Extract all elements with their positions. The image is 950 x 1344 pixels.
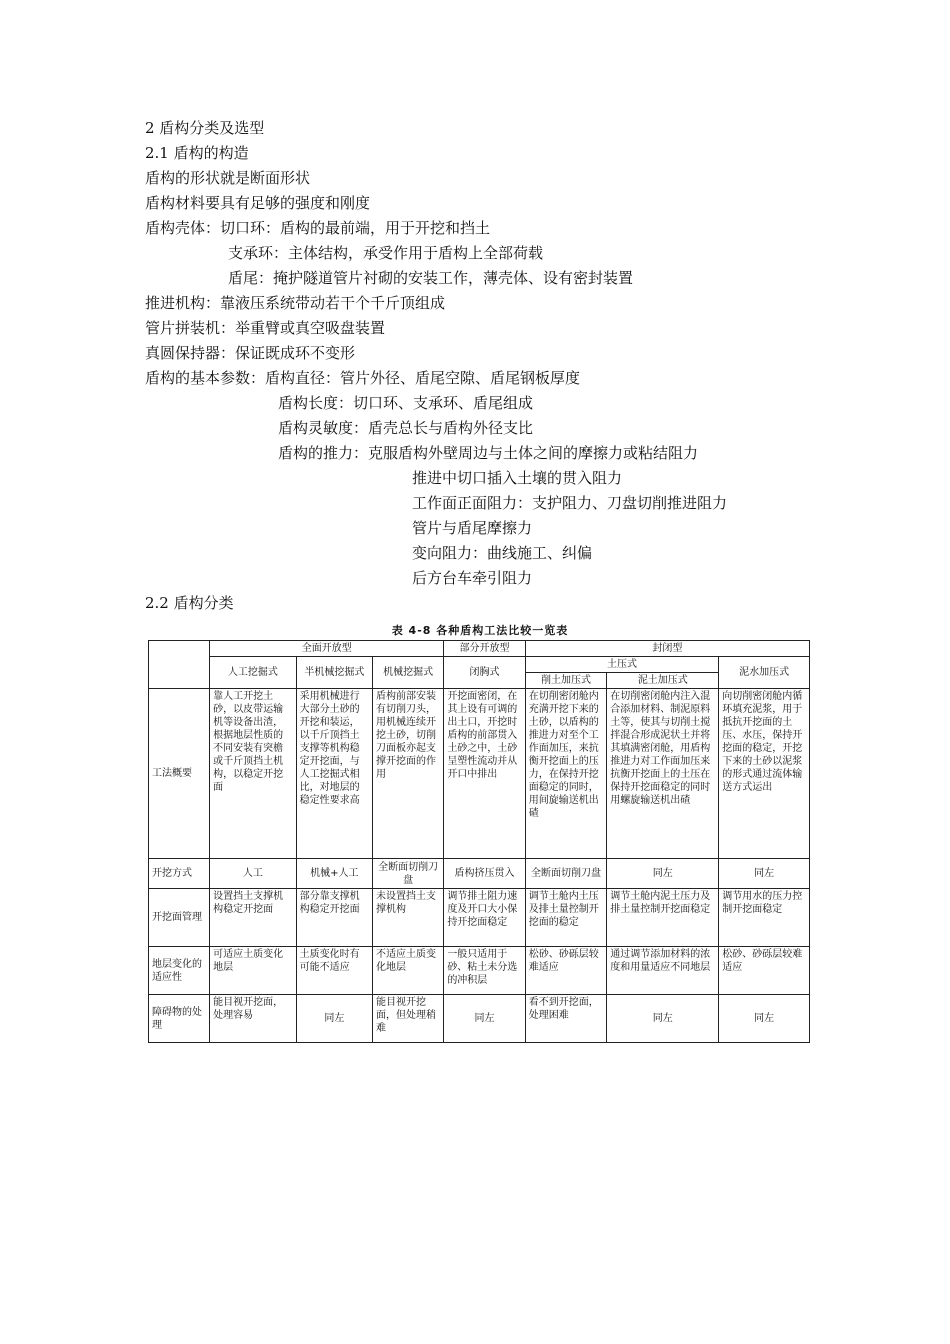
table-caption: 表 4-8 各种盾构工法比较一览表 (391, 624, 569, 637)
text-line: 支承环：主体结构，承受作用于盾构上全部荷载 (228, 244, 544, 262)
group-header: 土压式 (525, 657, 718, 673)
group-header: 全面开放型 (210, 641, 444, 657)
subsection-heading: 2.2 盾构分类 (145, 594, 234, 612)
table-cell: 能目视开挖面，处理容易 (210, 995, 297, 1043)
text-line: 盾构长度：切口环、支承环、盾尾组成 (278, 394, 534, 412)
table-cell: 开挖面密闭，在其上设有可调的出土口，开挖时盾构的前部贯入土砂之中，土砂呈塑性流动并从开口中排出 (444, 689, 525, 859)
table-cell: 通过调节添加材料的浓度和用量适应不同地层 (607, 947, 719, 995)
group-header: 部分开放型 (444, 641, 525, 657)
text-line: 盾构灵敏度：盾壳总长与盾构外径支比 (278, 419, 534, 437)
text-line: 盾构材料要具有足够的强度和刚度 (145, 194, 371, 212)
table-cell: 同左 (719, 995, 810, 1043)
column-header: 机械挖掘式 (373, 657, 444, 689)
table-cell: 同左 (296, 995, 372, 1043)
text-line: 推进中切口插入土壤的贯入阻力 (412, 469, 623, 487)
table-cell: 盾构前部安装有切削刀头，用机械连续开挖土砂，切削刀面板亦起支撑开挖面的作用 (373, 689, 444, 859)
row-header: 开挖方式 (149, 859, 210, 889)
table-cell: 调节用水的压力控制开挖面稳定 (719, 889, 810, 947)
text-line: 管片与盾尾摩擦力 (412, 519, 533, 537)
table-cell: 在切削密闭舱内注入混合添加材料、制泥原料土等，使其与切削土搅拌混合形成泥状土并将其填满密闭舱，用盾构推进力对工作面加压来抗衡开挖面上的土压在保持开挖面稳定的同时用螺旋输送机出碴 (607, 689, 719, 859)
text-line: 后方台车牵引阻力 (412, 569, 533, 587)
table-cell: 能目视开挖面，但处理稍难 (373, 995, 444, 1043)
section-heading: 2 盾构分类及选型 (145, 119, 265, 137)
column-header: 半机械挖掘式 (296, 657, 372, 689)
comparison-table (148, 640, 810, 1043)
text-line: 推进机构：靠液压系统带动若干个千斤顶组成 (145, 294, 446, 312)
row-header: 地层变化的适应性 (149, 947, 210, 995)
table-cell: 调节排土阻力速度及开口大小保持开挖面稳定 (444, 889, 525, 947)
corner-cell (149, 641, 210, 689)
row-header: 工法概要 (149, 689, 210, 859)
table-cell: 同左 (444, 995, 525, 1043)
text-line: 盾构的推力：克服盾构外壁周边与土体之间的摩擦力或粘结阻力 (278, 444, 699, 462)
row-header: 障碍物的处理 (149, 995, 210, 1043)
table-cell: 同左 (607, 995, 719, 1043)
table-cell: 同左 (607, 859, 719, 889)
table-cell: 设置挡土支撑机构稳定开挖面 (210, 889, 297, 947)
table-cell: 机械+人工 (296, 859, 372, 889)
table-cell: 盾构挤压贯入 (444, 859, 525, 889)
column-header: 泥水加压式 (719, 657, 810, 689)
table-cell: 调节土舱内土压及排土量控制开挖面的稳定 (525, 889, 606, 947)
table-cell: 人工 (210, 859, 297, 889)
table-cell: 土质变化时有可能不适应 (296, 947, 372, 995)
row-header: 开挖面管理 (149, 889, 210, 947)
table-cell: 靠人工开挖土砂，以皮带运输机等设备出渣，根据地层性质的不同安装有突檐或千斤顶挡土机构，以稳定开挖面 (210, 689, 297, 859)
text-line: 盾构的基本参数：盾构直径：管片外径、盾尾空隙、盾尾钢板厚度 (145, 369, 581, 387)
text-line: 管片拼装机：举重臂或真空吸盘装置 (145, 319, 386, 337)
table-cell: 同左 (719, 859, 810, 889)
column-header: 泥土加压式 (607, 673, 719, 689)
column-header: 削土加压式 (525, 673, 606, 689)
table-cell: 在切削密闭舱内充满开挖下来的土砂，以盾构的推进力对至个工作面加压，来抗衡开挖面上的压力，在保持开挖面稳定的同时，用间旋输送机出碴 (525, 689, 606, 859)
text-line: 盾尾：掩护隧道管片衬砌的安装工作，薄壳体、设有密封装置 (228, 269, 634, 287)
table-cell: 松砂、砂砾层较难适应 (719, 947, 810, 995)
text-line: 盾构的形状就是断面形状 (145, 169, 311, 187)
table-cell: 全断面切削刀盘 (373, 859, 444, 889)
table-cell: 可适应土质变化地层 (210, 947, 297, 995)
table-cell: 不适应土质变化地层 (373, 947, 444, 995)
group-header: 封闭型 (525, 641, 809, 657)
table-cell: 全断面切削刀盘 (525, 859, 606, 889)
column-header: 闭胸式 (444, 657, 525, 689)
table-cell: 采用机械进行大部分土砂的开挖和装运，以千斤顶挡土支撑等机构稳定开挖面，与人工挖掘式相比，对地层的稳定性要求高 (296, 689, 372, 859)
text-line: 工作面正面阻力：支护阻力、刀盘切削推进阻力 (412, 494, 728, 512)
table-cell: 向切削密闭舱内循环填充泥浆，用于抵抗开挖面的土压、水压，保持开挖面的稳定，开挖下来的土砂以泥浆的形式通过流体输送方式运出 (719, 689, 810, 859)
column-header: 人工挖掘式 (210, 657, 297, 689)
text-line: 真圆保持器：保证既成环不变形 (145, 344, 356, 362)
subsection-heading: 2.1 盾构的构造 (145, 144, 249, 162)
table-cell: 调节土舱内泥土压力及排土量控制开挖面稳定 (607, 889, 719, 947)
text-line: 变向阻力：曲线施工、纠偏 (412, 544, 593, 562)
text-line: 盾构壳体：切口环：盾构的最前端，用于开挖和挡土 (145, 219, 491, 237)
table-cell: 部分靠支撑机构稳定开挖面 (296, 889, 372, 947)
table-cell: 松砂、砂砾层较难适应 (525, 947, 606, 995)
table-cell: 未设置挡土支撑机构 (373, 889, 444, 947)
table-cell: 看不到开挖面，处理困难 (525, 995, 606, 1043)
table-cell: 一般只适用于砂、粘土未分选的冲积层 (444, 947, 525, 995)
